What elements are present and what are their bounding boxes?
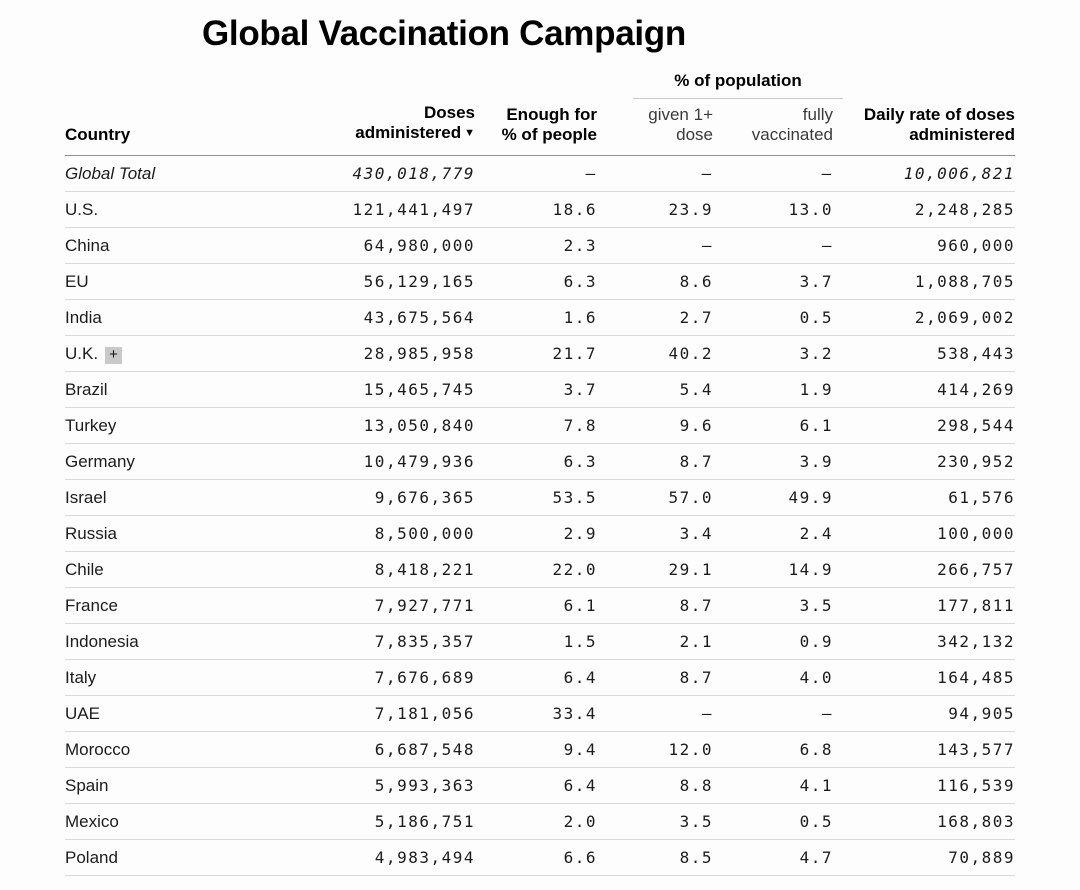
daily-rate-cell: 10,006,821 [833, 156, 1015, 192]
country-cell [65, 372, 305, 408]
country-label: Morocco [65, 739, 131, 759]
table-row [65, 768, 1015, 804]
enough-for-pct-of-people-cell: 2.0 [475, 804, 597, 840]
enough-for-pct-of-people-cell: 6.4 [475, 660, 597, 696]
country-cell [65, 300, 305, 336]
country-label: Mexico [65, 811, 119, 831]
fully-vaccinated-cell: 49.9 [713, 480, 833, 516]
country-label: Russia [65, 523, 117, 543]
country-cell [65, 804, 305, 840]
daily-rate-cell: 2,069,002 [833, 300, 1015, 336]
fully-vaccinated-cell: 3.7 [713, 264, 833, 300]
country-cell [65, 696, 305, 732]
doses-administered-cell: 5,186,751 [305, 804, 475, 840]
daily-rate-cell: 70,889 [833, 840, 1015, 876]
sort-desc-icon[interactable]: ▼ [464, 127, 475, 139]
country-cell [65, 660, 305, 696]
daily-rate-cell: 414,269 [833, 372, 1015, 408]
fully-vaccinated-cell: 3.5 [713, 588, 833, 624]
fully-vaccinated-cell: 4.7 [713, 840, 833, 876]
daily-rate-cell: 61,576 [833, 480, 1015, 516]
enough-for-pct-of-people-cell: 21.7 [475, 336, 597, 372]
doses-administered-cell: 7,835,357 [305, 624, 475, 660]
country-cell [65, 552, 305, 588]
given-1plus-dose-cell: 3.4 [597, 516, 713, 552]
column-header-enough-for-pct: Enough for % of people [475, 99, 597, 156]
column-header-daily-rate: Daily rate of doses administered [833, 99, 1015, 156]
daily-rate-cell: 230,952 [833, 444, 1015, 480]
country-cell [65, 516, 305, 552]
column-header-fully-vaccinated: fully vaccinated [713, 99, 833, 156]
daily-rate-cell: 298,544 [833, 408, 1015, 444]
country-label: China [65, 235, 110, 255]
enough-for-pct-of-people-cell: – [475, 156, 597, 192]
given-1plus-dose-cell: 9.6 [597, 408, 713, 444]
given-1plus-dose-cell: 8.6 [597, 264, 713, 300]
country-cell [65, 192, 305, 228]
country-label: Turkey [65, 415, 117, 435]
doses-administered-cell: 9,676,365 [305, 480, 475, 516]
country-label: Chile [65, 559, 104, 579]
given-1plus-dose-cell: 8.7 [597, 588, 713, 624]
daily-rate-cell: 168,803 [833, 804, 1015, 840]
country-cell [65, 156, 305, 192]
given-1plus-dose-cell: – [597, 696, 713, 732]
doses-administered-cell: 10,479,936 [305, 444, 475, 480]
fully-vaccinated-cell: 14.9 [713, 552, 833, 588]
given-1plus-dose-cell: 8.7 [597, 660, 713, 696]
doses-administered-cell: 7,927,771 [305, 588, 475, 624]
enough-for-pct-of-people-cell: 2.3 [475, 228, 597, 264]
expand-row-button[interactable]: + [105, 347, 122, 364]
table-header [65, 61, 1015, 156]
enough-for-pct-of-people-cell: 6.1 [475, 588, 597, 624]
fully-vaccinated-cell: 0.5 [713, 804, 833, 840]
doses-administered-cell: 13,050,840 [305, 408, 475, 444]
daily-rate-cell: 94,905 [833, 696, 1015, 732]
fully-vaccinated-cell: 0.9 [713, 624, 833, 660]
enough-for-pct-of-people-cell: 1.6 [475, 300, 597, 336]
fully-vaccinated-cell: 6.1 [713, 408, 833, 444]
country-label: Poland [65, 847, 118, 867]
country-label: U.S. [65, 199, 99, 219]
doses-administered-cell: 6,687,548 [305, 732, 475, 768]
country-label: Brazil [65, 379, 108, 399]
doses-administered-cell: 15,465,745 [305, 372, 475, 408]
country-cell [65, 588, 305, 624]
fully-vaccinated-cell: 13.0 [713, 192, 833, 228]
table-row [65, 840, 1015, 876]
doses-administered-cell: 8,418,221 [305, 552, 475, 588]
daily-rate-cell: 266,757 [833, 552, 1015, 588]
country-label: Indonesia [65, 631, 139, 651]
country-label: India [65, 307, 102, 327]
table-row-total [65, 156, 1015, 192]
fully-vaccinated-cell: 6.8 [713, 732, 833, 768]
enough-for-pct-of-people-cell: 7.8 [475, 408, 597, 444]
country-label: Israel [65, 487, 107, 507]
table-row [65, 588, 1015, 624]
daily-rate-cell: 960,000 [833, 228, 1015, 264]
enough-for-pct-of-people-cell: 6.6 [475, 840, 597, 876]
given-1plus-dose-cell: 3.5 [597, 804, 713, 840]
doses-administered-cell: 7,181,056 [305, 696, 475, 732]
fully-vaccinated-cell: 4.0 [713, 660, 833, 696]
daily-rate-cell: 143,577 [833, 732, 1015, 768]
country-cell [65, 768, 305, 804]
country-label: France [65, 595, 118, 615]
table-row [65, 372, 1015, 408]
enough-for-pct-of-people-cell: 6.3 [475, 264, 597, 300]
given-1plus-dose-cell: 2.1 [597, 624, 713, 660]
column-header-country: Country [65, 99, 305, 156]
doses-administered-cell: 4,983,494 [305, 840, 475, 876]
daily-rate-cell: 1,088,705 [833, 264, 1015, 300]
enough-for-pct-of-people-cell: 33.4 [475, 696, 597, 732]
given-1plus-dose-cell: 5.4 [597, 372, 713, 408]
given-1plus-dose-cell: 40.2 [597, 336, 713, 372]
fully-vaccinated-cell: 4.1 [713, 768, 833, 804]
country-cell [65, 732, 305, 768]
population-spanner-label: % of population [633, 71, 843, 99]
enough-for-pct-of-people-cell: 2.9 [475, 516, 597, 552]
given-1plus-dose-cell: 29.1 [597, 552, 713, 588]
country-label: EU [65, 271, 89, 291]
vaccination-table-page [65, 0, 1015, 876]
table-row [65, 552, 1015, 588]
country-cell [65, 228, 305, 264]
doses-administered-cell: 28,985,958 [305, 336, 475, 372]
given-1plus-dose-cell: 2.7 [597, 300, 713, 336]
table-row [65, 696, 1015, 732]
country-cell [65, 336, 305, 372]
table-row [65, 408, 1015, 444]
doses-administered-cell: 56,129,165 [305, 264, 475, 300]
spanner-row [65, 61, 1015, 99]
doses-administered-cell: 5,993,363 [305, 768, 475, 804]
daily-rate-cell: 164,485 [833, 660, 1015, 696]
enough-for-pct-of-people-cell: 3.7 [475, 372, 597, 408]
doses-administered-cell: 8,500,000 [305, 516, 475, 552]
enough-for-pct-of-people-cell: 6.3 [475, 444, 597, 480]
table-row [65, 336, 1015, 372]
table-row [65, 624, 1015, 660]
enough-for-pct-of-people-cell: 6.4 [475, 768, 597, 804]
table-row [65, 660, 1015, 696]
fully-vaccinated-cell: – [713, 228, 833, 264]
country-label: Germany [65, 451, 135, 471]
fully-vaccinated-cell: 2.4 [713, 516, 833, 552]
daily-rate-cell: 2,248,285 [833, 192, 1015, 228]
vaccination-table [65, 61, 1015, 876]
country-label: Italy [65, 667, 97, 687]
column-header-given-1plus-dose: given 1+ dose [597, 99, 713, 156]
daily-rate-cell: 177,811 [833, 588, 1015, 624]
given-1plus-dose-cell: 57.0 [597, 480, 713, 516]
table-row [65, 444, 1015, 480]
doses-administered-cell: 430,018,779 [305, 156, 475, 192]
enough-for-pct-of-people-cell: 22.0 [475, 552, 597, 588]
daily-rate-cell: 342,132 [833, 624, 1015, 660]
doses-administered-cell: 7,676,689 [305, 660, 475, 696]
country-cell [65, 264, 305, 300]
enough-for-pct-of-people-cell: 18.6 [475, 192, 597, 228]
given-1plus-dose-cell: 8.5 [597, 840, 713, 876]
header-row [65, 99, 1015, 156]
daily-rate-cell: 538,443 [833, 336, 1015, 372]
given-1plus-dose-cell: 23.9 [597, 192, 713, 228]
country-cell [65, 840, 305, 876]
table-row [65, 264, 1015, 300]
daily-rate-cell: 116,539 [833, 768, 1015, 804]
spanner-spacer-right [833, 61, 1015, 99]
fully-vaccinated-cell: 1.9 [713, 372, 833, 408]
enough-for-pct-of-people-cell: 9.4 [475, 732, 597, 768]
daily-rate-cell: 100,000 [833, 516, 1015, 552]
table-row [65, 192, 1015, 228]
table-row [65, 480, 1015, 516]
page-title: Global Vaccination Campaign [202, 14, 686, 53]
country-label: Global Total [65, 163, 156, 183]
column-header-doses-administered[interactable]: Doses administered ▼ [305, 99, 475, 156]
population-spanner [597, 61, 833, 99]
fully-vaccinated-cell: 3.2 [713, 336, 833, 372]
country-cell [65, 624, 305, 660]
fully-vaccinated-cell: 3.9 [713, 444, 833, 480]
given-1plus-dose-cell: 12.0 [597, 732, 713, 768]
doses-administered-cell: 121,441,497 [305, 192, 475, 228]
table-row [65, 516, 1015, 552]
country-cell [65, 480, 305, 516]
table-row [65, 732, 1015, 768]
fully-vaccinated-cell: – [713, 156, 833, 192]
country-label: U.K. [65, 343, 99, 363]
fully-vaccinated-cell: 0.5 [713, 300, 833, 336]
doses-administered-cell: 64,980,000 [305, 228, 475, 264]
given-1plus-dose-cell: 8.7 [597, 444, 713, 480]
given-1plus-dose-cell: – [597, 228, 713, 264]
doses-administered-cell: 43,675,564 [305, 300, 475, 336]
enough-for-pct-of-people-cell: 53.5 [475, 480, 597, 516]
table-body [65, 156, 1015, 876]
table-row [65, 300, 1015, 336]
country-label: Spain [65, 775, 109, 795]
enough-for-pct-of-people-cell: 1.5 [475, 624, 597, 660]
table-row [65, 804, 1015, 840]
country-cell [65, 444, 305, 480]
spanner-spacer-left [65, 61, 597, 99]
country-label: UAE [65, 703, 100, 723]
country-cell [65, 408, 305, 444]
fully-vaccinated-cell: – [713, 696, 833, 732]
given-1plus-dose-cell: – [597, 156, 713, 192]
table-row [65, 228, 1015, 264]
given-1plus-dose-cell: 8.8 [597, 768, 713, 804]
